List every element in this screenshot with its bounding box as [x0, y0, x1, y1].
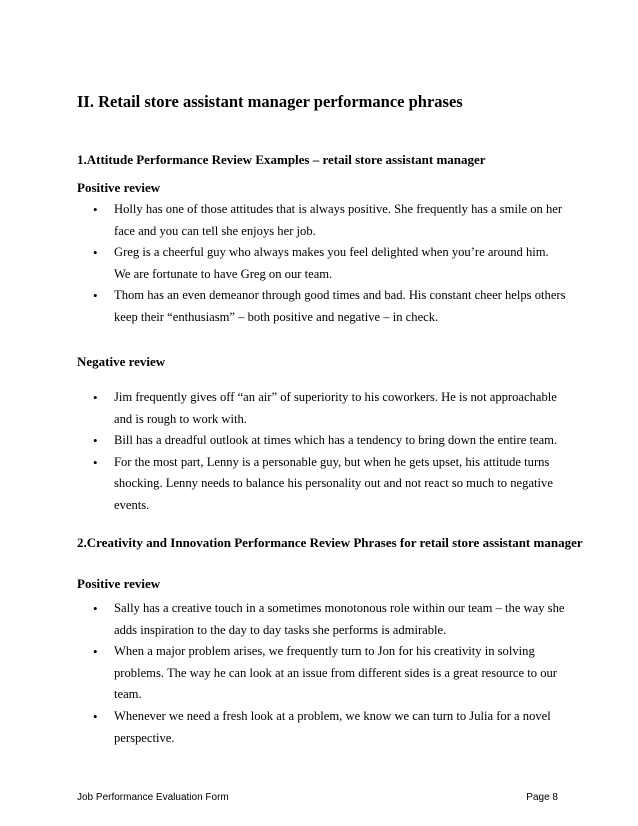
section2-positive-label: Positive review: [77, 576, 161, 591]
page-heading: II. Retail store assistant manager performance phrases: [77, 92, 463, 111]
section1-positive-list: [77, 199, 567, 329]
list-item: • Whenever we need a fresh look at a problem, we know we can turn to Julia for a novel perspective.: [77, 706, 567, 749]
list-item: • Holly has one of those attitudes that is always positive. She frequently has a smile on her face and you can tell she enjoys her job.: [77, 199, 567, 242]
list-item: • When a major problem arises, we frequently turn to Jon for his creativity in solving problems. The way he can look at an issue from different sides is a great resource to our team.: [77, 641, 567, 706]
section2-title: 2.Creativity and Innovation Performance Review Phrases for retail store assistant manager: [77, 535, 583, 550]
section2-positive-list: [77, 598, 567, 749]
section1-negative-list: [77, 387, 567, 517]
list-item: • Greg is a cheerful guy who always makes you feel delighted when you’re around him. We are fortunate to have Greg on our team.: [77, 242, 567, 285]
list-item: • Thom has an even demeanor through good times and bad. His constant cheer helps others keep their “enthusiasm” – both positive and negative – in check.: [77, 285, 567, 328]
section1-negative-label: Negative review: [77, 354, 166, 369]
list-item: • For the most part, Lenny is a personable guy, but when he gets upset, his attitude turns shocking. Lenny needs to balance his personality out and not react so much to negative events.: [77, 452, 567, 517]
section1-positive-label: Positive review: [77, 180, 161, 195]
footer-form-title: Job Performance Evaluation Form: [77, 792, 229, 803]
list-item: • Sally has a creative touch in a sometimes monotonous role within our team – the way she adds inspiration to the day to day tasks she performs is admirable.: [77, 598, 567, 641]
footer-page-number: Page 8: [526, 792, 558, 803]
section1-title: 1.Attitude Performance Review Examples – retail store assistant manager: [77, 152, 486, 167]
list-item: • Jim frequently gives off “an air” of superiority to his coworkers. He is not approachable and is rough to work with.: [77, 387, 567, 430]
list-item: • Bill has a dreadful outlook at times which has a tendency to bring down the entire team.: [77, 430, 567, 452]
